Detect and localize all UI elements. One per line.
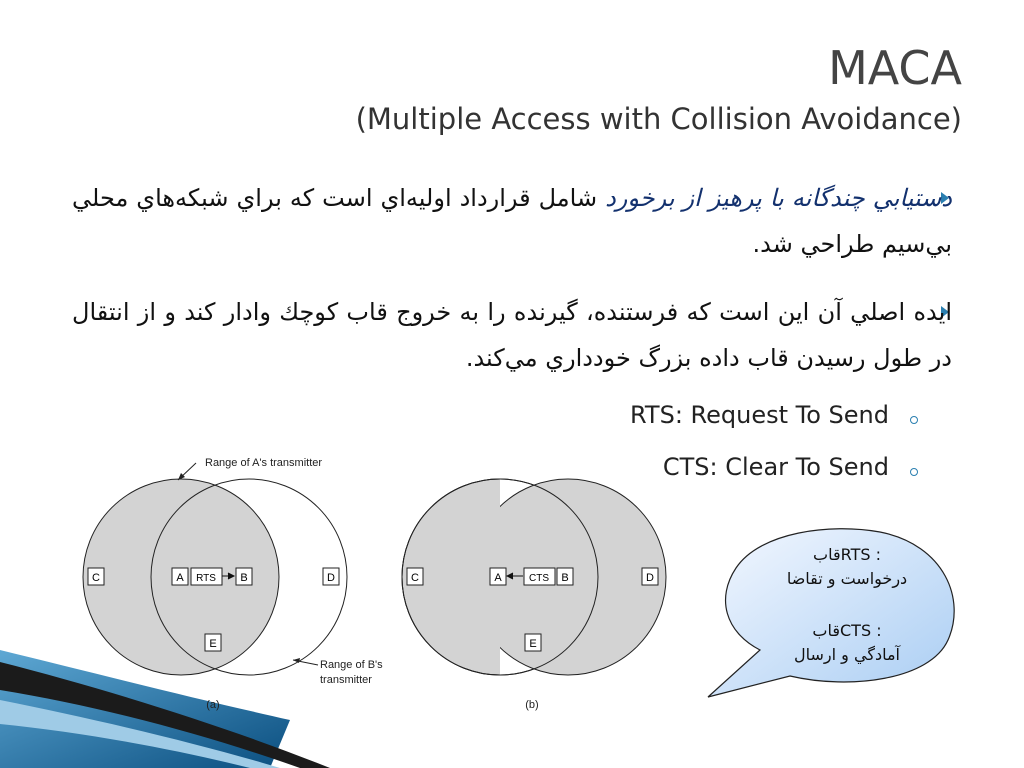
- slide-title: MACA: [828, 41, 962, 95]
- node-c-box: [88, 568, 104, 585]
- bullet-1-emphasis: دستيابي چندگانه با پرهيز از برخورد: [605, 184, 952, 212]
- node-c-label: C: [411, 572, 419, 584]
- node-d-label: D: [327, 572, 335, 584]
- node-a-box: [490, 568, 506, 585]
- bullet-2-text: ايده اصلي آن اين است كه فرستنده، گيرنده را به خروج قاب كوچك وادار كند و از انتقال در طول رسيدن قاب داده بزرگ خودداري مي‌كند.: [72, 298, 952, 372]
- node-b-box: [236, 568, 252, 585]
- node-e-label: E: [209, 638, 217, 650]
- panel-b-caption: (b): [525, 699, 539, 711]
- cts-frame-label: CTS: [529, 573, 549, 584]
- rts-frame-box: [191, 568, 222, 585]
- node-d-label: D: [646, 572, 654, 584]
- node-c-box: [407, 568, 423, 585]
- callout-cts-line2: آمادگي و ارسال: [794, 645, 900, 664]
- panel-a-caption: (a): [206, 699, 220, 711]
- callout-rts-line1: : RTSقاب: [813, 545, 881, 564]
- node-a-label: A: [494, 572, 502, 584]
- diagram-panel-b: [402, 479, 666, 711]
- node-b-box: [557, 568, 573, 585]
- callout-cts-line1: : CTSقاب: [812, 621, 882, 640]
- sub-bullet-cts: CTS: Clear To Send: [662, 453, 889, 481]
- sub-bullet-rts: RTS: Request To Send: [630, 401, 889, 429]
- node-b-label: B: [561, 572, 569, 584]
- node-a-box: [172, 568, 188, 585]
- range-b-label-line2: transmitter: [320, 674, 372, 686]
- node-d-box: [642, 568, 658, 585]
- diagram-panel-a: [83, 457, 383, 711]
- range-a-label: Range of A's transmitter: [205, 457, 323, 469]
- node-d-box: [323, 568, 339, 585]
- node-e-box: [205, 634, 221, 651]
- node-e-label: E: [529, 638, 537, 650]
- node-b-label: B: [240, 572, 248, 584]
- node-a-label: A: [176, 572, 184, 584]
- node-c-label: C: [92, 572, 100, 584]
- cts-frame-box: [524, 568, 555, 585]
- node-e-box: [525, 634, 541, 651]
- bullet-1-text: شامل قرارداد اوليه‌اي است كه براي شبكه‌هاي محلي بي‌سيم طراحي شد.: [72, 184, 952, 258]
- callout-rts-line2: درخواست و تقاضا: [786, 569, 908, 588]
- range-b-label-line1: Range of B's: [320, 659, 383, 671]
- slide-subtitle: (Multiple Access with Collision Avoidance): [355, 102, 962, 136]
- rts-frame-label: RTS: [196, 573, 216, 584]
